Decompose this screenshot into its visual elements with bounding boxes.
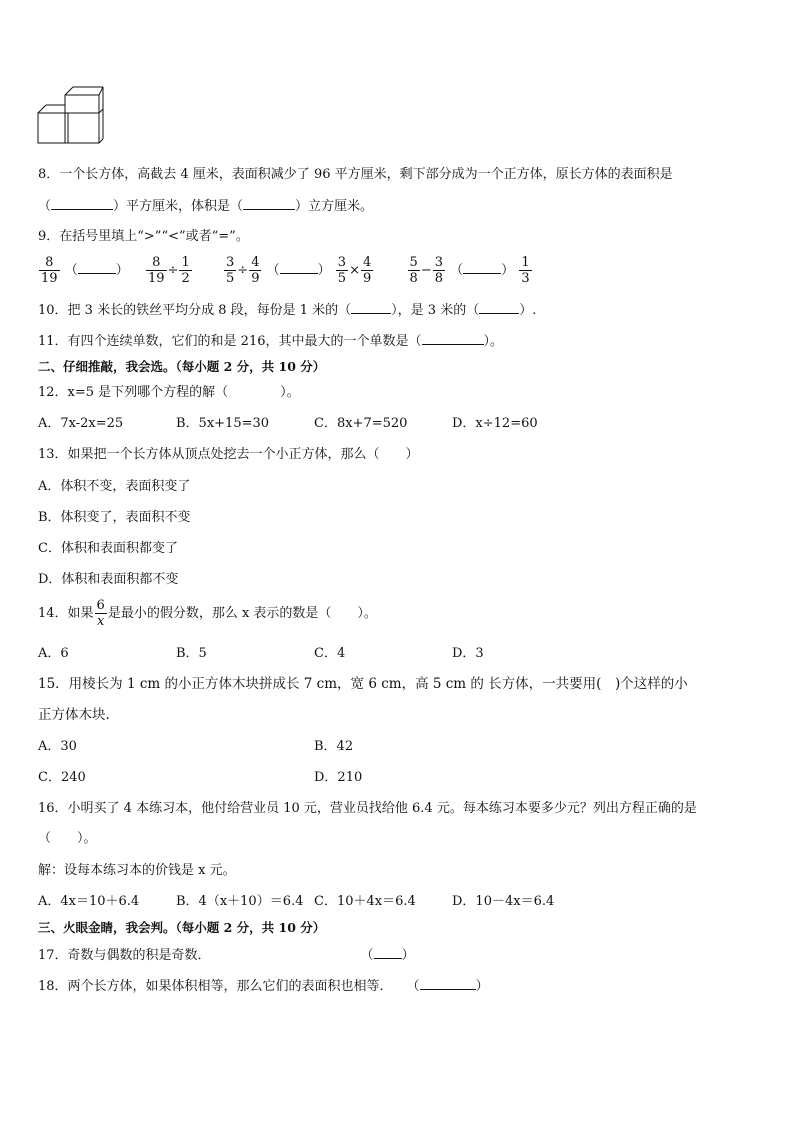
- question-14-stem: 14．如果 $\frac{6}{x}$ 是最小的假分数，那么 x 表示的数是（ ）。: [38, 598, 377, 629]
- option-c[interactable]: C．4: [314, 646, 346, 661]
- question-16-solution: 解：设每本练习本的价钱是 x 元。: [38, 863, 236, 878]
- answer-blank[interactable]: [280, 261, 318, 274]
- option-b[interactable]: B．4（x＋10）＝6.4: [176, 894, 304, 909]
- fraction: $\frac{3}{8}$: [434, 255, 444, 286]
- option-a[interactable]: A．30: [38, 739, 77, 754]
- section-3-heading: 三、火眼金睛，我会判。（每小题 2 分，共 10 分）: [38, 920, 326, 935]
- option-b[interactable]: B．5: [176, 646, 207, 661]
- fraction: $\frac{4}{9}$: [362, 255, 372, 286]
- answer-blank[interactable]: [463, 261, 501, 274]
- option-a[interactable]: A．7x-2x=25: [38, 416, 124, 431]
- fraction: $\frac{4}{9}$: [251, 255, 260, 286]
- option-c[interactable]: C．10＋4x＝6.4: [314, 894, 416, 909]
- answer-blank[interactable]: [243, 197, 295, 210]
- option-d[interactable]: D．3: [452, 646, 484, 661]
- option-c[interactable]: C．8x+7=520: [314, 416, 408, 431]
- question-15-line1: 15．用棱长为 1 cm 的小正方体木块拼成长 7 cm，宽 6 cm，高 5 cm 的 长方体，一共要用( )个这样的小: [38, 676, 688, 692]
- fraction: $\frac{8}{19}$: [148, 255, 165, 286]
- fraction: $\frac{8}{19}$: [41, 255, 58, 286]
- cube-figure: [36, 84, 104, 148]
- question-15-line2: 正方体木块.: [38, 707, 110, 723]
- answer-blank[interactable]: [51, 197, 113, 210]
- option-b[interactable]: B．5x+15=30: [176, 416, 270, 431]
- question-16-line2: （ ）。: [38, 831, 97, 846]
- option-d[interactable]: D．210: [314, 770, 363, 785]
- fraction: $\frac{5}{8}$: [409, 255, 418, 286]
- option-b[interactable]: B．42: [314, 739, 354, 754]
- option-a[interactable]: A．4x＝10＋6.4: [38, 894, 140, 909]
- answer-blank[interactable]: [78, 261, 116, 274]
- answer-blank[interactable]: [374, 946, 402, 959]
- option-a[interactable]: A．体积不变，表面积变了: [38, 479, 191, 494]
- option-a[interactable]: A．6: [38, 646, 69, 661]
- question-16-line1: 16．小明买了 4 本练习本，他付给营业员 10 元，营业员找给他 6.4 元。每本练习本要多少元？列出方程正确的是: [38, 801, 697, 816]
- option-d[interactable]: D．10－4x＝6.4: [452, 894, 555, 909]
- option-c[interactable]: C．240: [38, 770, 86, 785]
- option-d[interactable]: D．体积和表面积都不变: [38, 572, 179, 587]
- question-11: 11．有四个连续单数，它们的和是 216，其中最大的一个单数是（ ）。: [38, 334, 504, 349]
- fraction: $\frac{6}{x}$: [96, 598, 105, 629]
- option-b[interactable]: B．体积变了，表面积不变: [38, 510, 191, 525]
- answer-blank[interactable]: [420, 977, 476, 990]
- answer-blank[interactable]: [479, 301, 519, 314]
- question-9-row: $\frac{8}{19}$ （ ） $\frac{8}{19}$ ÷ $\frac{1}{2}$ $\frac{3}{5}$ ÷ $\frac{4}{9}$ （ ） $\frac{3}{5}$ × $\frac{4}{9}$ $\frac{5}{8}$ − $\frac{3}{8}$ （ ） $\frac{1}{3}$: [41, 255, 530, 286]
- question-8-line1: 8．一个长方体，高截去 4 厘米，表面积减少了 96 平方厘米，剩下部分成为一个正方体，原长方体的表面积是: [38, 167, 673, 182]
- question-13-stem: 13．如果把一个长方体从顶点处挖去一个小正方体，那么（ ）: [38, 447, 419, 462]
- question-18: 18．两个长方体，如果体积相等，那么它们的表面积也相等． （ ）: [38, 979, 489, 994]
- fraction: $\frac{3}{5}$: [337, 255, 347, 286]
- fraction: $\frac{3}{5}$: [226, 255, 235, 286]
- question-12-stem: 12．x=5 是下列哪个方程的解（ ）。: [38, 385, 300, 400]
- question-17: 17．奇数与偶数的积是奇数． （ ）: [38, 948, 415, 963]
- answer-blank[interactable]: [422, 332, 484, 345]
- section-2-heading: 二、仔细推敲，我会选。（每小题 2 分，共 10 分）: [38, 359, 326, 374]
- question-8-line2: （ ）平方厘米，体积是（ ）立方厘米。: [38, 199, 374, 214]
- question-9-stem: 9．在括号里填上“>”“<”或者“=”。: [38, 229, 249, 244]
- option-c[interactable]: C．体积和表面积都变了: [38, 541, 178, 556]
- question-10: 10．把 3 米长的铁丝平均分成 8 段，每份是 1 米的（ ），是 3 米的（ ）.: [38, 303, 537, 318]
- option-d[interactable]: D．x÷12=60: [452, 416, 538, 431]
- fraction: $\frac{1}{2}$: [181, 255, 190, 286]
- fraction: $\frac{1}{3}$: [521, 255, 530, 286]
- answer-blank[interactable]: [351, 301, 391, 314]
